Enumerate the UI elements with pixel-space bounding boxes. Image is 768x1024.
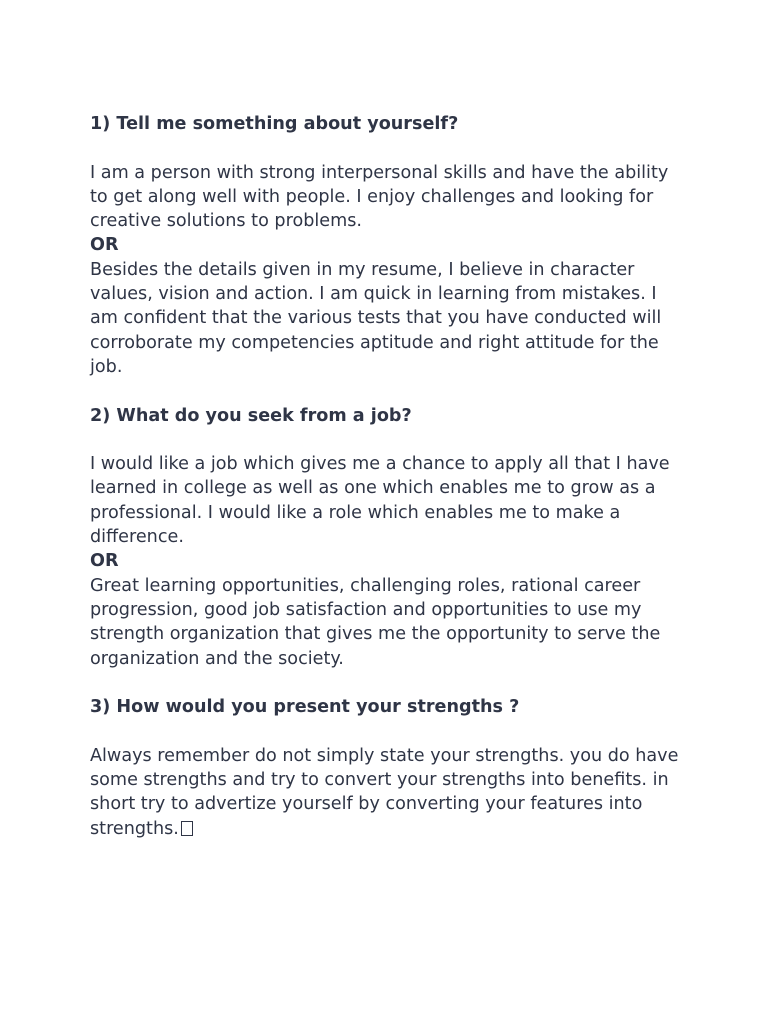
question-section-3 — [90, 695, 690, 841]
answer-text: Always remember do not simply state your strengths. you do have some strengths and try to convert your strengths into benefits. in short try to advertize yourself by converting your features into strengths. — [90, 745, 679, 839]
answer-paragraph-alt: Besides the details given in my resume, I believe in character values, vision and action. I am quick in learning from mistakes. I am confident that the various tests that you have conducted will corroborate my competencies aptitude and right attitude for the job. — [90, 259, 662, 377]
answer-paragraph: I am a person with strong interpersonal skills and have the ability to get along well with people. I enjoy challenges and looking for creative solutions to problems. — [90, 162, 669, 232]
answer-paragraph — [90, 744, 690, 841]
answer-paragraph-alt: Great learning opportunities, challenging roles, rational career progression, good job satisfaction and opportunities to use my strength organization that gives me the opportunity to serve the organization and the society. — [90, 575, 661, 669]
question-heading: 3) How would you present your strengths ? — [90, 697, 520, 718]
document-page — [90, 112, 690, 865]
question-section-2 — [90, 404, 690, 671]
question-heading: 2) What do you seek from a job? — [90, 405, 412, 426]
question-section-1 — [90, 112, 690, 379]
or-separator: OR — [90, 235, 119, 256]
question-heading: 1) Tell me something about yourself? — [90, 114, 459, 134]
answer-paragraph: I would like a job which gives me a chance to apply all that I have learned in college as well as one which enables me to grow as a professional. I would like a role which enables me to make a difference. — [90, 454, 670, 548]
missing-glyph-icon — [181, 821, 193, 836]
or-separator: OR — [90, 551, 119, 572]
